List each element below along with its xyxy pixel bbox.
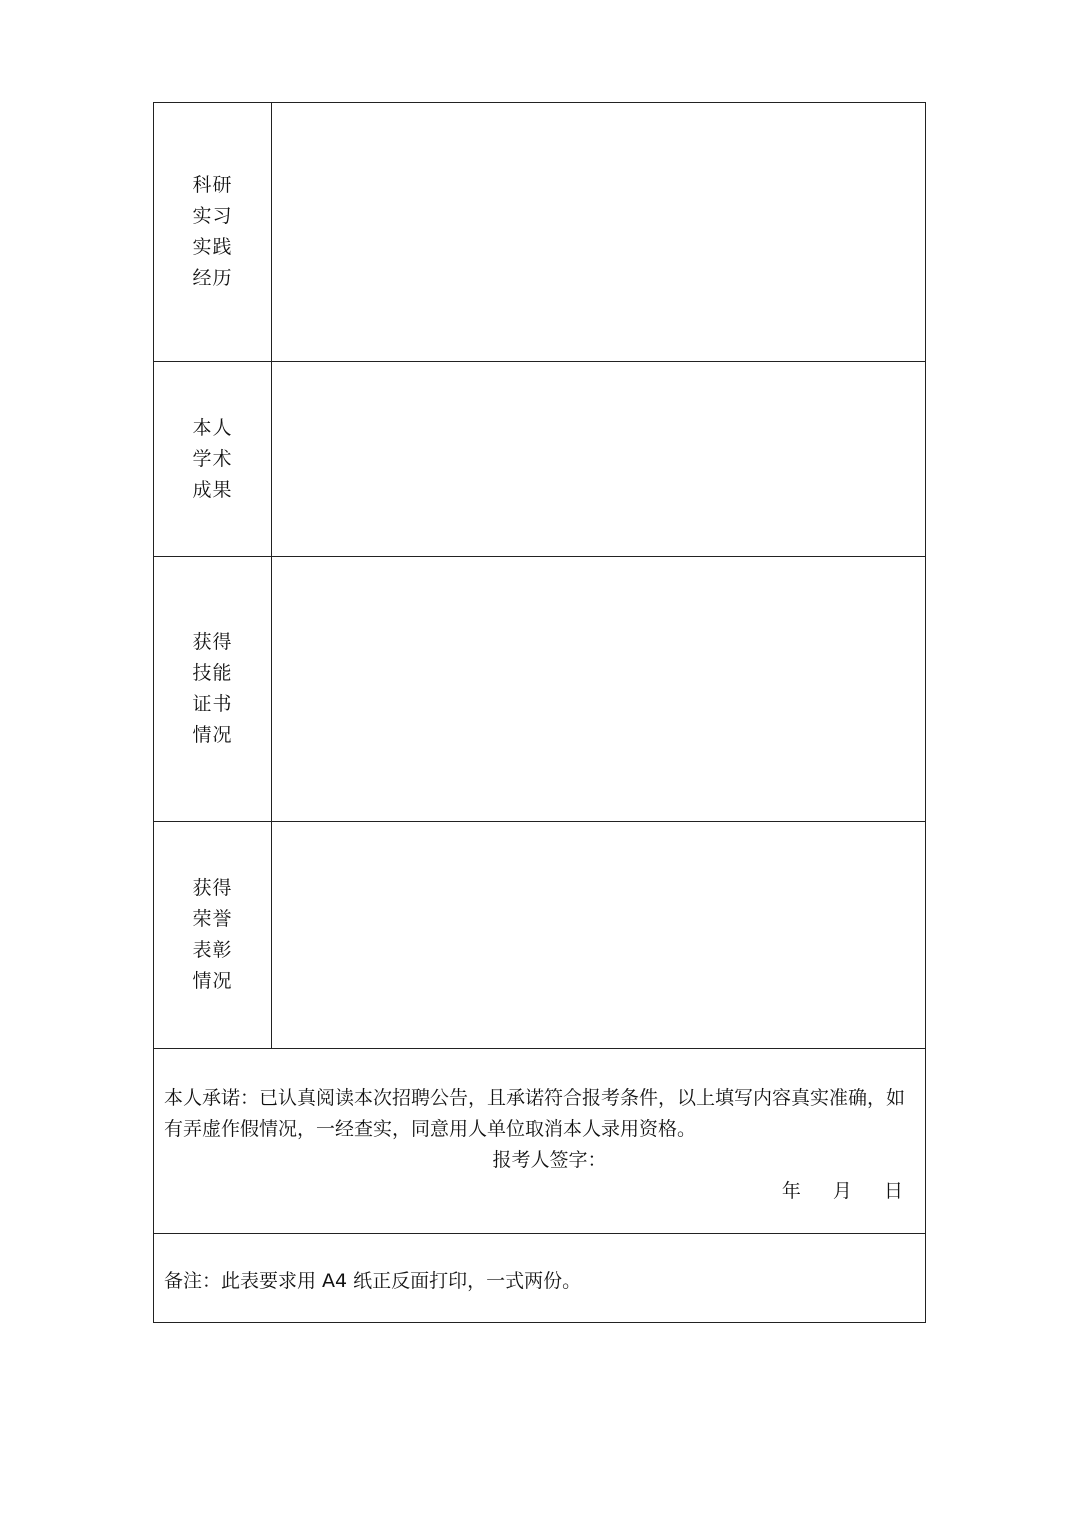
label-line: 经历 bbox=[192, 267, 233, 289]
label-skill-certificates bbox=[154, 557, 272, 821]
date-year-label: 年 bbox=[781, 1180, 801, 1202]
application-form-table bbox=[153, 102, 926, 1323]
label-line: 实习 bbox=[192, 205, 233, 227]
row-academic-achievements bbox=[154, 362, 925, 557]
field-skill-certificates[interactable] bbox=[272, 557, 925, 821]
note-cell bbox=[154, 1234, 925, 1324]
label-line: 情况 bbox=[192, 724, 233, 746]
row-note bbox=[154, 1234, 925, 1324]
label-line: 获得 bbox=[192, 877, 233, 899]
row-skill-certificates bbox=[154, 557, 925, 822]
field-research-internship[interactable] bbox=[272, 103, 925, 361]
row-research-internship bbox=[154, 103, 925, 362]
pledge-cell bbox=[154, 1049, 925, 1233]
label-line: 表彰 bbox=[192, 939, 233, 961]
signature-label: 报考人签字： bbox=[492, 1149, 607, 1171]
label-line: 获得 bbox=[192, 631, 233, 653]
label-research-internship bbox=[154, 103, 272, 361]
note-text: 备注：此表要求用 A4 纸正反面打印，一式两份。 bbox=[164, 1269, 582, 1292]
label-line: 证书 bbox=[192, 693, 233, 715]
row-honors-awards bbox=[154, 822, 925, 1049]
label-line: 情况 bbox=[192, 970, 233, 992]
label-line: 成果 bbox=[192, 478, 233, 501]
label-line: 荣誉 bbox=[192, 908, 233, 930]
field-academic-achievements[interactable] bbox=[272, 362, 925, 556]
date-day-label: 日 bbox=[883, 1180, 903, 1202]
field-honors-awards[interactable] bbox=[272, 822, 925, 1048]
label-academic-achievements bbox=[154, 362, 272, 556]
date-line bbox=[164, 1176, 915, 1207]
row-pledge bbox=[154, 1049, 925, 1234]
label-line: 技能 bbox=[192, 662, 233, 684]
label-honors-awards bbox=[154, 822, 272, 1048]
date-month-label: 月 bbox=[832, 1180, 852, 1202]
label-line: 科研 bbox=[192, 174, 233, 196]
label-line: 实践 bbox=[192, 236, 233, 258]
label-line: 本人 bbox=[192, 416, 233, 439]
pledge-text: 本人承诺：已认真阅读本次招聘公告，且承诺符合报考条件，以上填写内容真实准确，如有弄虚作假情况，一经查实，同意用人单位取消本人录用资格。 bbox=[164, 1087, 906, 1140]
label-line: 学术 bbox=[192, 447, 233, 470]
